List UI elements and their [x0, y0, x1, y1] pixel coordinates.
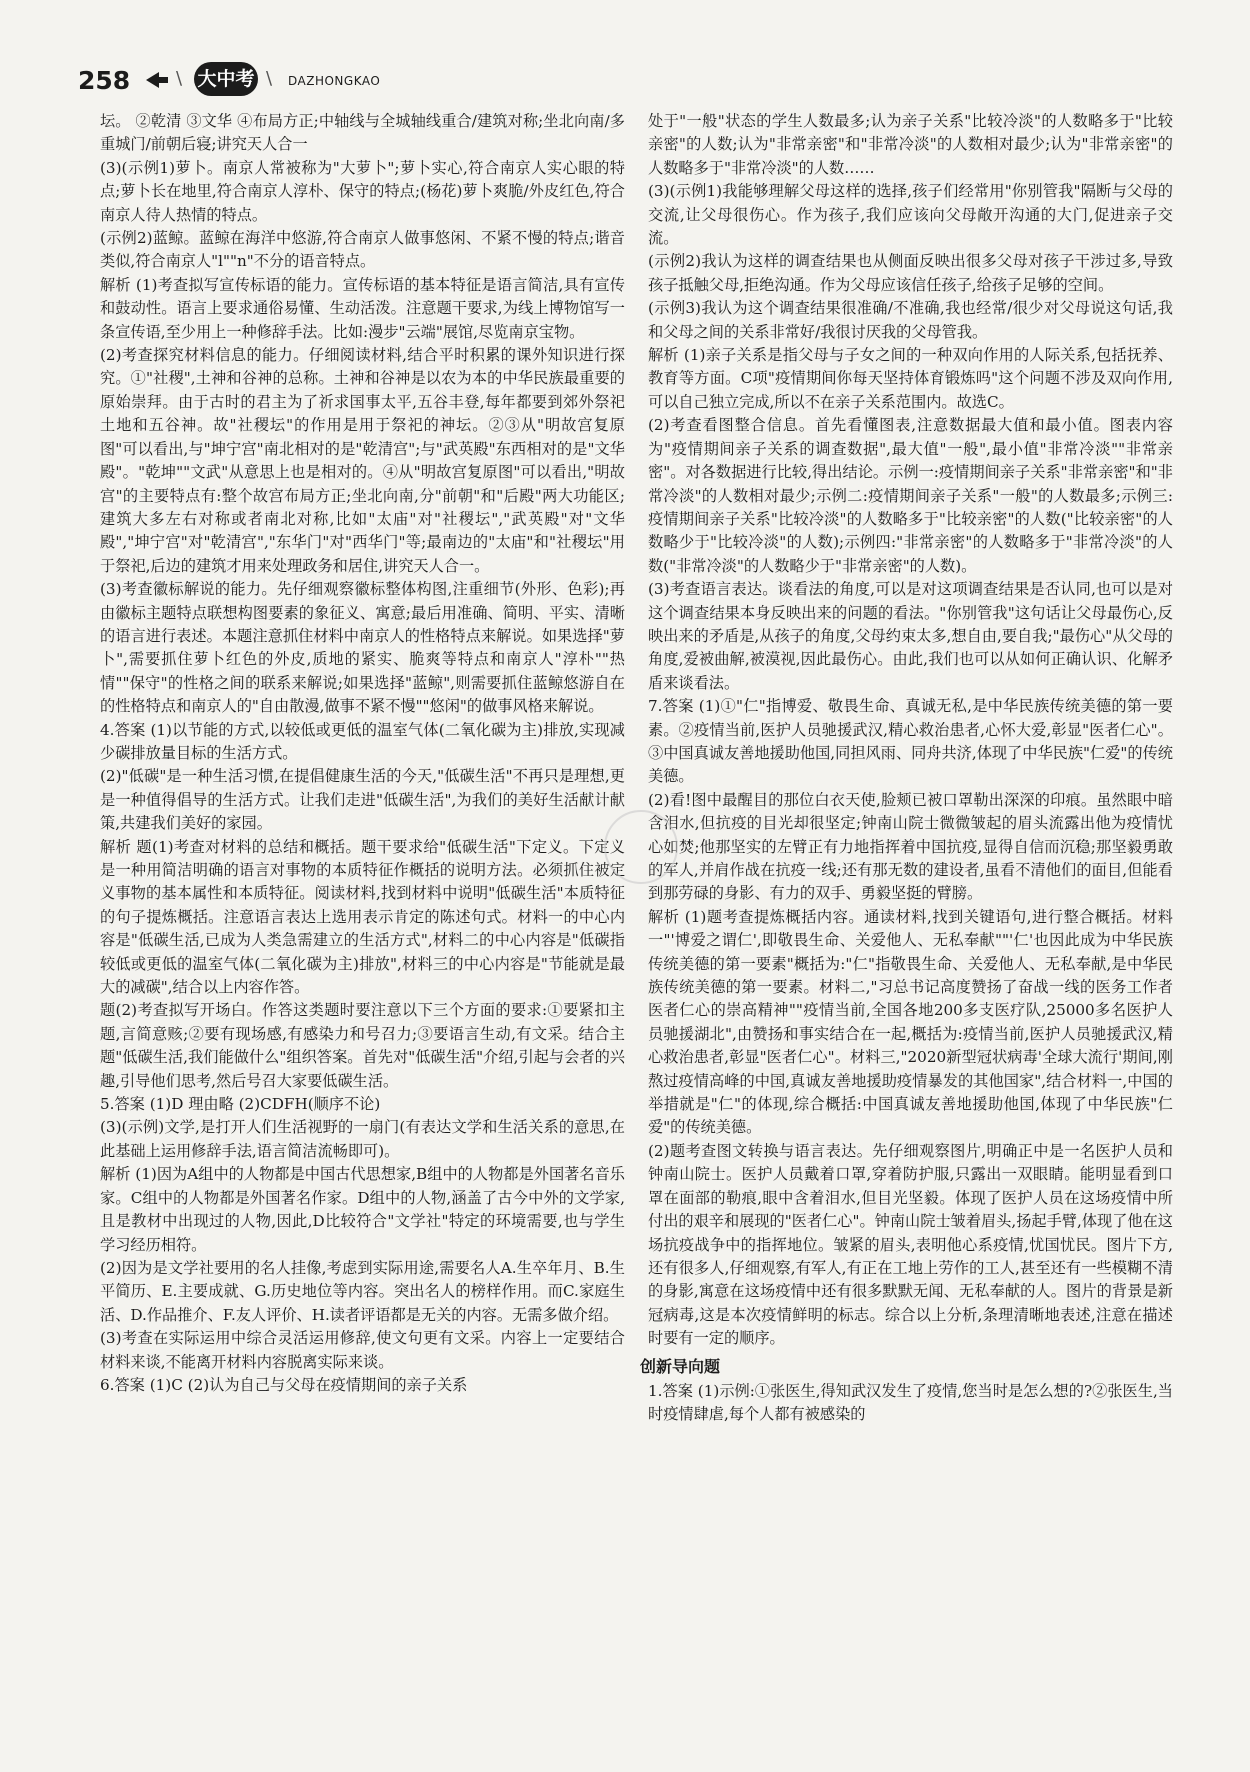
paragraph: (3)(示例1)我能够理解父母这样的选择,孩子们经常用"你别管我"隔断与父母的交流,让父母很伤心。作为孩子,我们应该向父母敞开沟通的大门,促进亲子交流。: [648, 182, 1173, 248]
paragraph: (示例3)我认为这个调查结果很准确/不准确,我也经常/很少对父母说这句话,我和父母之间的关系非常好/我很讨厌我的父母管我。: [648, 299, 1173, 341]
paragraph: (2)考查探究材料信息的能力。仔细阅读材料,结合平时积累的课外知识进行探究。①"社稷",土神和谷神的总称。土神和谷神是以农为本的中华民族最重要的原始崇拜。由于古时的君主为了祈求国事太平,五谷丰登,每年都要到郊外祭祀土地和五谷神。故"社稷坛"的作用是用于祭祀的神坛。②③从"明故宫复原图"可以看出,与"坤宁宫"南北相对的是"乾清宫";与"武英殿"东西相对的是"文华殿"。"乾坤""文武"从意思上也是相对的。④从"明故宫复原图"可以看出,"明故宫"的主要特点有:整个故宫布局方正;坐北向南,分"前朝"和"后殿"两大功能区;建筑大多左右对称或者南北对称,比如"太庙"对"社稷坛","武英殿"对"文华殿","坤宁宫"对"乾清宫","东华门"对"西华门"等;最南边的"太庙"和"社稷坛"用于祭祀,后边的建筑才用来处理政务和居住,讲究天人合一。: [100, 346, 625, 575]
paragraph: (3)考查语言表达。谈看法的角度,可以是对这项调查结果是否认同,也可以是对这个调查结果本身反映出来的问题的看法。"你别管我"这句话让父母最伤心,反映出来的矛盾是,从孩子的角度,父母约束太多,想自由,要自我;"最伤心"从父母的角度,爱被曲解,被漠视,因此最伤心。由此,我们也可以从如何正确认识、化解矛盾来谈看法。: [648, 580, 1173, 692]
brand-logo: 大中考: [194, 62, 258, 96]
answer-paragraph: 7.答案 (1)①"仁"指博爱、敬畏生命、真诚无私,是中华民族传统美德的第一要素。②疫情当前,医护人员驰援武汉,精心救治患者,心怀大爱,彰显"医者仁心"。③中国真诚友善地援助他国,同担风雨、同舟共济,体现了中华民族"仁爱"的传统美德。: [648, 697, 1173, 786]
paragraph: 题(2)考查拟写开场白。作答这类题时要注意以下三个方面的要求:①要紧扣主题,言简意赅;②要有现场感,有感染力和号召力;③要语言生动,有文采。结合主题"低碳生活,我们能做什么"组织答案。首先对"低碳生活"介绍,引起与会者的兴趣,引导他们思考,然后号召大家要低碳生活。: [100, 1001, 625, 1090]
page-number: 258: [78, 66, 131, 95]
paragraph: (示例2)我认为这样的调查结果也从侧面反映出很多父母对孩子干涉过多,导致孩子抵触父母,拒绝沟通。作为父母应该信任孩子,给孩子足够的空间。: [648, 252, 1173, 294]
analysis-paragraph: 解析 (1)考查拟写宣传标语的能力。宣传标语的基本特征是语言简洁,具有宣传和鼓动性。语言上要求通俗易懂、生动活泼。注意题干要求,为线上博物馆写一条宣传语,至少用上一种修辞手法。比如:漫步"云端"展馆,尽览南京宝物。: [100, 275, 625, 341]
paragraph: (3)(示例)文学,是打开人们生活视野的一扇门(有表达文学和生活关系的意思,在此基础上运用修辞手法,语言简洁流畅即可)。: [100, 1118, 625, 1160]
paragraph: (3)考查徽标解说的能力。先仔细观察徽标整体构图,注重细节(外形、色彩);再由徽标主题特点联想构图要素的象征义、寓意;最后用准确、简明、平实、清晰的语言进行表述。本题注意抓住材料中南京人的性格特点来解说。如果选择"萝卜",需要抓住萝卜红色的外皮,质地的紧实、脆爽等特点和南京人"淳朴""热情""保守"的性格之间的联系来解说;如果选择"蓝鲸",则需要抓住蓝鲸悠游自在的性格特点和南京人的"自由散漫,做事不紧不慢""悠闲"的做事风格来解说。: [100, 580, 625, 716]
analysis-paragraph: 解析 (1)亲子关系是指父母与子女之间的一种双向作用的人际关系,包括抚养、教育等方面。C项"疫情期间你每天坚持体育锻炼吗"这个问题不涉及双向作用,可以自己独立完成,所以不在亲子关系范围内。故选C。: [648, 346, 1173, 411]
paragraph: (示例2)蓝鲸。蓝鲸在海洋中悠游,符合南京人做事悠闲、不紧不慢的特点;谐音类似,符合南京人"l""n"不分的语音特点。: [100, 229, 625, 271]
arrow-left-icon: [146, 72, 159, 88]
right-column: [640, 110, 1173, 1427]
paragraph: 坛。 ②乾清 ③文华 ④布局方正;中轴线与全城轴线重合/建筑对称;坐北向南/多重城门/前朝后寝;讲究天人合一: [100, 112, 625, 154]
divider-slash: \: [266, 68, 273, 89]
section-heading: 创新导向题: [640, 1356, 721, 1376]
answer-paragraph: 6.答案 (1)C (2)认为自己与父母在疫情期间的亲子关系: [100, 1375, 468, 1394]
left-column: [100, 110, 625, 1397]
paragraph: (3)(示例1)萝卜。南京人常被称为"大萝卜";萝卜实心,符合南京人实心眼的特点;萝卜长在地里,符合南京人淳朴、保守的特点;(杨花)萝卜爽脆/外皮红色,符合南京人待人热情的特点。: [100, 158, 625, 224]
analysis-paragraph: 解析 题(1)考查对材料的总结和概括。题干要求给"低碳生活"下定义。下定义是一种用简洁明确的语言对事物的本质特征作概括的说明方法。必须抓住被定义事物的基本属性和本质特征。阅读材料,找到材料中说明"低碳生活"本质特征的句子提炼概括。注意语言表达上选用表示肯定的陈述句式。材料一的中心内容是"低碳生活,已成为人类急需建立的生活方式",材料二的中心内容是"低碳指较低或更低的温室气体(二氧化碳为主)排放",材料三的中心内容是"节能就是最大的减碳",结合以上内容作答。: [100, 837, 625, 997]
paragraph: 处于"一般"状态的学生人数最多;认为亲子关系"比较冷淡"的人数略多于"比较亲密"的人数;认为"非常亲密"和"非常冷淡"的人数相对最少;认为"非常亲密"的人数略多于"非常冷淡"的人数……: [648, 112, 1173, 177]
answer-paragraph: 5.答案 (1)D 理由略 (2)CDFH(顺序不论): [100, 1095, 381, 1114]
paragraph: (2)看!图中最醒目的那位白衣天使,脸颊已被口罩勒出深深的印痕。虽然眼中暗含泪水,但抗疫的目光却很坚定;钟南山院士微微皱起的眉头流露出他为疫情忧心如焚;他那坚实的左臂正有力地指挥着中国抗疫,显得自信而沉稳;那坚毅勇敢的军人,并肩作战在抗疫一线;还有那无数的建设者,虽看不清他们的面目,但能看到那劳碌的身影、有力的双手、勇毅坚挺的臂膀。: [648, 790, 1173, 903]
paragraph: (2)"低碳"是一种生活习惯,在提倡健康生活的今天,"低碳生活"不再只是理想,更是一种值得倡导的生活方式。让我们走进"低碳生活",为我们的美好生活献计献策,共建我们美好的家园。: [100, 767, 625, 833]
answer-paragraph: 1.答案 (1)示例:①张医生,得知武汉发生了疫情,您当时是怎么想的?②张医生,当时疫情肆虐,每个人都有被感染的: [648, 1381, 1173, 1424]
page-header: [78, 62, 678, 102]
paragraph: (3)考查在实际运用中综合灵活运用修辞,使文句更有文采。内容上一定要结合材料来谈,不能离开材料内容脱离实际来谈。: [100, 1329, 625, 1371]
stamp-mark: [604, 810, 678, 884]
paragraph: (2)题考查图文转换与语言表达。先仔细观察图片,明确正中是一名医护人员和钟南山院士。医护人员戴着口罩,穿着防护服,只露出一双眼睛。能明显看到口罩在面部的勒痕,眼中含着泪水,但目光坚毅。体现了医护人员在这场疫情中所付出的艰辛和展现的"医者仁心"。钟南山院士皱着眉头,扬起手臂,体现了他在这场抗疫战争中的指挥地位。皱紧的眉头,表明他心系疫情,忧国忧民。图片下方,还有很多人,仔细观察,有军人,有正在工地上劳作的工人,甚至还有一些模糊不清的身影,寓意在这场疫情中还有很多默默无闻、无私奉献的人。图片的背景是新冠病毒,这是本次疫情鲜明的标志。综合以上分析,条理清晰地表述,注意在描述时要有一定的顺序。: [648, 1141, 1173, 1348]
paragraph: (2)因为是文学社要用的名人挂像,考虑到实际用途,需要名人A.生卒年月、B.生平简历、E.主要成就、G.历史地位等内容。突出名人的榜样作用。而C.家庭生活、D.作品推介、F.友人评价、H.读者评语都是无关的内容。无需多做介绍。: [100, 1258, 625, 1324]
analysis-paragraph: 解析 (1)因为A组中的人物都是中国古代思想家,B组中的人物都是外国著名音乐家。C组中的人物都是外国著名作家。D组中的人物,涵盖了古今中外的文学家,且是教材中出现过的人物,因此,D比较符合"文学社"特定的环境需要,也与学生学习经历相符。: [100, 1165, 625, 1254]
divider-slash: \: [176, 68, 183, 89]
answer-paragraph: 4.答案 (1)以节能的方式,以较低或更低的温室气体(二氧化碳为主)排放,实现减少碳排放量目标的生活方式。: [100, 720, 625, 762]
brand-name-en: DAZHONGKAO: [288, 74, 381, 88]
paragraph: (2)考查看图整合信息。首先看懂图表,注意数据最大值和最小值。图表内容为"疫情期间亲子关系的调查数据",最大值"一般",最小值"非常冷淡""非常亲密"。对各数据进行比较,得出结论。示例一:疫情期间亲子关系"非常亲密"和"非常冷淡"的人数相对最少;示例二:疫情期间亲子关系"一般"的人数最多;示例三:疫情期间亲子关系"比较冷淡"的人数略多于"比较亲密"的人数("比较亲密"的人数略少于"比较冷淡"的人数);示例四:"非常亲密"的人数略多于"非常冷淡"的人数("非常冷淡"的人数略少于"非常亲密"的人数)。: [648, 416, 1173, 575]
analysis-paragraph: 解析 (1)题考查提炼概括内容。通读材料,找到关键语句,进行整合概括。材料一"'博爱之谓仁',即敬畏生命、关爱他人、无私奉献""'仁'也因此成为中华民族传统美德的第一要素"概括为:"仁"指敬畏生命、关爱他人、无私奉献,是中华民族传统美德的第一要素。材料二,"习总书记高度赞扬了奋战一线的医务工作者医者仁心的崇高精神""疫情当前,全国各地200多支医疗队,25000多名医护人员驰援湖北",由赞扬和事实结合在一起,概括为:疫情当前,医护人员驰援武汉,精心救治患者,彰显"医者仁心"。材料三,"2020新型冠状病毒'全球大流行'期间,刚熬过疫情高峰的中国,真诚友善地援助疫情暴发的其他国家",结合材料一,中国的举措就是"仁"的体现,综合概括:中国真诚友善地援助他国,体现了中华民族"仁爱"的传统美德。: [648, 907, 1173, 1137]
